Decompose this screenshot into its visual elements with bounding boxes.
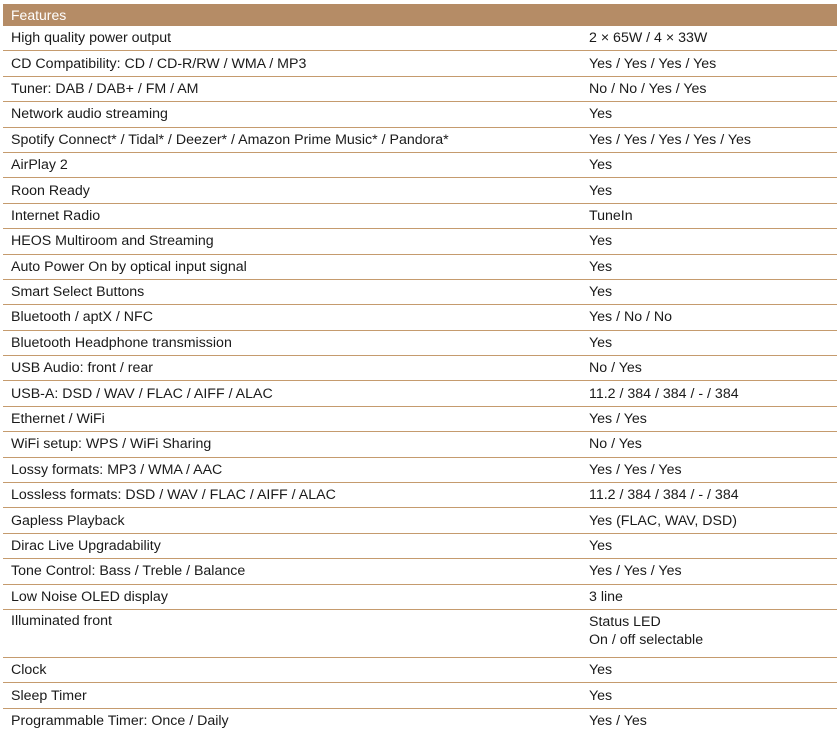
table-row: [3, 280, 837, 305]
feature-value: Yes: [589, 662, 613, 679]
feature-label: Illuminated front: [11, 612, 112, 629]
table-row: [3, 204, 837, 229]
feature-label: Ethernet / WiFi: [11, 411, 105, 428]
feature-value: Yes / Yes: [589, 411, 647, 428]
feature-value: No / Yes: [589, 360, 642, 377]
feature-value: Yes / Yes: [589, 713, 647, 730]
feature-value: Yes / Yes / Yes / Yes: [589, 55, 717, 72]
table-row: [3, 255, 837, 280]
table-row: [3, 381, 837, 406]
feature-value: Yes / No / No: [589, 309, 673, 326]
feature-value: Yes / Yes / Yes / Yes / Yes: [589, 131, 751, 148]
feature-value: No / Yes: [589, 436, 642, 453]
feature-label: Clock: [11, 662, 47, 679]
feature-value: Yes: [589, 157, 613, 174]
table-row: [3, 51, 837, 76]
table-row: [3, 683, 837, 708]
features-table: [3, 4, 837, 734]
table-row: [3, 610, 837, 658]
table-row: [3, 658, 837, 683]
feature-label: Tone Control: Bass / Treble / Balance: [11, 563, 246, 580]
feature-value: 3 line: [589, 588, 623, 605]
table-row: [3, 483, 837, 508]
table-row: [3, 153, 837, 178]
feature-label: Lossless formats: DSD / WAV / FLAC / AIFF / ALAC: [11, 487, 336, 504]
feature-value: Yes: [589, 538, 613, 554]
feature-value: Yes: [589, 258, 613, 275]
feature-value: Yes: [589, 106, 613, 123]
feature-label: Dirac Live Upgradability: [11, 538, 161, 554]
feature-label: Spotify Connect* / Tidal* / Deezer* / Amazon Prime Music* / Pandora*: [11, 131, 449, 148]
table-row: [3, 331, 837, 356]
feature-value: Yes / Yes / Yes: [589, 563, 682, 580]
feature-label: Network audio streaming: [11, 106, 168, 123]
feature-value: Yes: [589, 334, 613, 351]
feature-label: Internet Radio: [11, 207, 101, 224]
table-row: [3, 559, 837, 584]
feature-label: AirPlay 2: [11, 157, 68, 174]
feature-value: No / No / Yes / Yes: [589, 80, 707, 97]
table-row: [3, 356, 837, 381]
feature-value: 11.2 / 384 / 384 / - / 384: [589, 487, 739, 504]
feature-value: Yes: [589, 687, 613, 704]
feature-value: Status LED On / off selectable: [589, 613, 704, 648]
table-row: [3, 128, 837, 153]
feature-label: Programmable Timer: Once / Daily: [11, 713, 229, 730]
feature-value: Yes (FLAC, WAV, DSD): [589, 512, 737, 529]
feature-label: WiFi setup: WPS / WiFi Sharing: [11, 436, 212, 453]
feature-label: CD Compatibility: CD / CD-R/RW / WMA / MP3: [11, 55, 307, 72]
table-row: [3, 458, 837, 483]
table-row: [3, 77, 837, 102]
table-row: [3, 407, 837, 432]
table-row: [3, 709, 837, 734]
table-row: [3, 305, 837, 330]
feature-value: Yes: [589, 233, 613, 250]
table-row: [3, 178, 837, 203]
feature-label: Bluetooth / aptX / NFC: [11, 309, 153, 326]
feature-label: Roon Ready: [11, 182, 90, 199]
feature-value: Yes: [589, 284, 613, 301]
table-row: [3, 534, 837, 559]
feature-label: Smart Select Buttons: [11, 284, 145, 301]
table-row: [3, 102, 837, 127]
feature-value: 11.2 / 384 / 384 / - / 384: [589, 385, 739, 402]
feature-label: Sleep Timer: [11, 687, 87, 704]
feature-label: Bluetooth Headphone transmission: [11, 334, 232, 351]
feature-value: 2 × 65W / 4 × 33W: [589, 30, 708, 47]
table-row: [3, 508, 837, 533]
feature-value: Yes: [589, 182, 613, 199]
feature-label: Tuner: DAB / DAB+ / FM / AM: [11, 80, 199, 97]
table-row: [3, 585, 837, 610]
feature-label: USB-A: DSD / WAV / FLAC / AIFF / ALAC: [11, 385, 273, 402]
feature-label: Lossy formats: MP3 / WMA / AAC: [11, 461, 223, 478]
feature-label: HEOS Multiroom and Streaming: [11, 233, 214, 250]
feature-label: Low Noise OLED display: [11, 588, 168, 605]
feature-label: USB Audio: front / rear: [11, 360, 153, 377]
feature-label: Gapless Playback: [11, 512, 125, 529]
feature-value: TuneIn: [589, 207, 633, 224]
feature-value: Yes / Yes / Yes: [589, 461, 682, 478]
feature-label: Auto Power On by optical input signal: [11, 258, 247, 275]
table-row: [3, 229, 837, 254]
feature-label: High quality power output: [11, 30, 172, 47]
table-row: [3, 26, 837, 51]
table-header: Features: [3, 4, 837, 26]
table-row: [3, 432, 837, 457]
